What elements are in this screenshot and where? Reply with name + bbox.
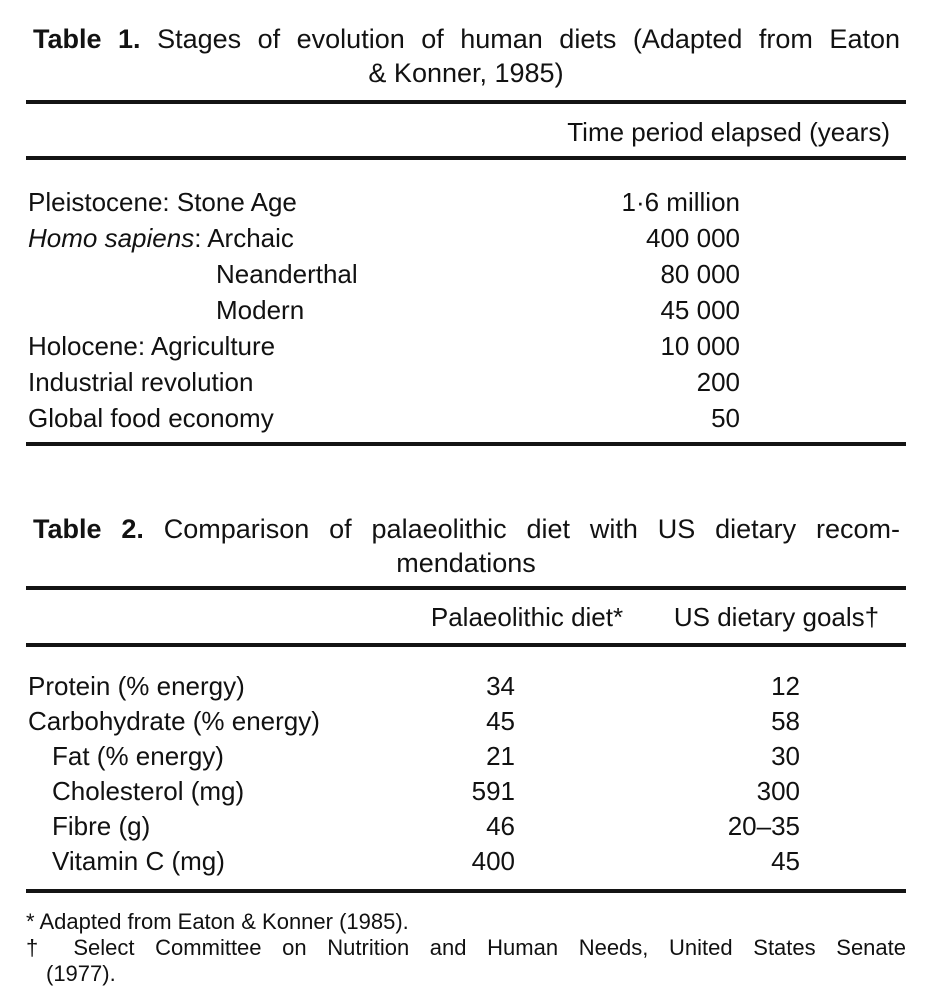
table-2-caption-text: Comparison of palaeolithic diet with US dietary recom-: [163, 514, 900, 544]
table-1-caption-label: Table 1.: [33, 24, 141, 54]
table-row: [26, 400, 906, 436]
table-2: [26, 512, 906, 987]
table-2-body: [26, 647, 906, 889]
table-row: [26, 774, 906, 809]
journal-page: [26, 0, 906, 987]
table-2-footnotes: [26, 909, 906, 987]
table-row: [26, 844, 906, 879]
row-value-us-goals: 20–35: [727, 811, 800, 841]
table-rule: [26, 442, 906, 446]
row-value-palaeolithic: 591: [471, 776, 515, 806]
row-value-palaeolithic: 21: [486, 741, 515, 771]
table-2-caption-label: Table 2.: [33, 514, 144, 544]
row-label: [26, 220, 426, 256]
row-label: Carbohydrate (% energy): [28, 706, 320, 736]
row-value-us-goals: 30: [771, 741, 800, 771]
row-value-us-goals: 58: [771, 706, 800, 736]
row-label: Cholesterol (mg): [52, 776, 245, 806]
table-1-caption-line-1: [26, 22, 906, 56]
table-2-caption-line-1: [26, 512, 906, 546]
table-1-header-row: [26, 104, 906, 156]
row-value-us-goals: 45: [771, 846, 800, 876]
table-1-caption-line-2: & Konner, 1985): [368, 58, 564, 88]
table-row: [26, 704, 906, 739]
row-value: 80 000: [660, 259, 740, 289]
row-value: 10 000: [660, 331, 740, 361]
row-label: Neanderthal: [216, 259, 358, 289]
row-label: Holocene: Agriculture: [28, 331, 276, 361]
table-1: [26, 22, 906, 446]
row-label: Industrial revolution: [28, 367, 254, 397]
column-header-us-goals: US dietary goals†: [673, 602, 880, 632]
row-label: Vitamin C (mg): [52, 846, 225, 876]
table-1-caption-text: Stages of evolution of human diets (Adapted from Eaton: [157, 24, 900, 54]
row-label: Pleistocene: Stone Age: [28, 187, 297, 217]
table-1-caption: [26, 22, 906, 90]
table-1-column-header: Time period elapsed (years): [567, 117, 890, 147]
table-row: [26, 256, 906, 292]
row-value-us-goals: 12: [771, 671, 800, 701]
row-value: 50: [711, 403, 740, 433]
table-1-body: [26, 160, 906, 442]
species-name: Homo sapiens: [28, 223, 195, 253]
table-2-header-row: [26, 590, 906, 643]
row-value-palaeolithic: 46: [486, 811, 515, 841]
row-value: 45 000: [660, 295, 740, 325]
table-row: [26, 809, 906, 844]
table-row: [26, 220, 906, 256]
table-row: [26, 669, 906, 704]
row-label: Fat (% energy): [52, 741, 224, 771]
row-value: 400 000: [646, 223, 740, 253]
row-label: Fibre (g): [52, 811, 151, 841]
table-row: [26, 184, 906, 220]
row-value-palaeolithic: 400: [471, 846, 515, 876]
row-value-palaeolithic: 34: [486, 671, 515, 701]
table-row: [26, 364, 906, 400]
row-value-palaeolithic: 45: [486, 706, 515, 736]
column-header-palaeolithic: Palaeolithic diet*: [430, 602, 624, 632]
table-2-caption: [26, 512, 906, 580]
row-value: 1·6 million: [621, 187, 740, 217]
row-label: Global food economy: [28, 403, 274, 433]
row-label-text: : Archaic: [194, 223, 294, 253]
row-value-us-goals: 300: [756, 776, 800, 806]
table-row: [26, 292, 906, 328]
table-rule: [26, 889, 906, 893]
row-label: Modern: [216, 295, 305, 325]
footnote-dagger-line-2: (1977).: [46, 961, 116, 986]
table-row: [26, 739, 906, 774]
header-spacer: [26, 118, 426, 146]
row-label: Protein (% energy): [28, 671, 245, 701]
row-value: 200: [696, 367, 740, 397]
table-row: [26, 328, 906, 364]
header-spacer: [26, 603, 407, 631]
footnote-asterisk: * Adapted from Eaton & Konner (1985).: [26, 909, 409, 934]
footnote-dagger-line-1: † Select Committee on Nutrition and Human Needs, United States Senate: [26, 935, 906, 960]
table-2-caption-line-2: mendations: [396, 548, 536, 578]
